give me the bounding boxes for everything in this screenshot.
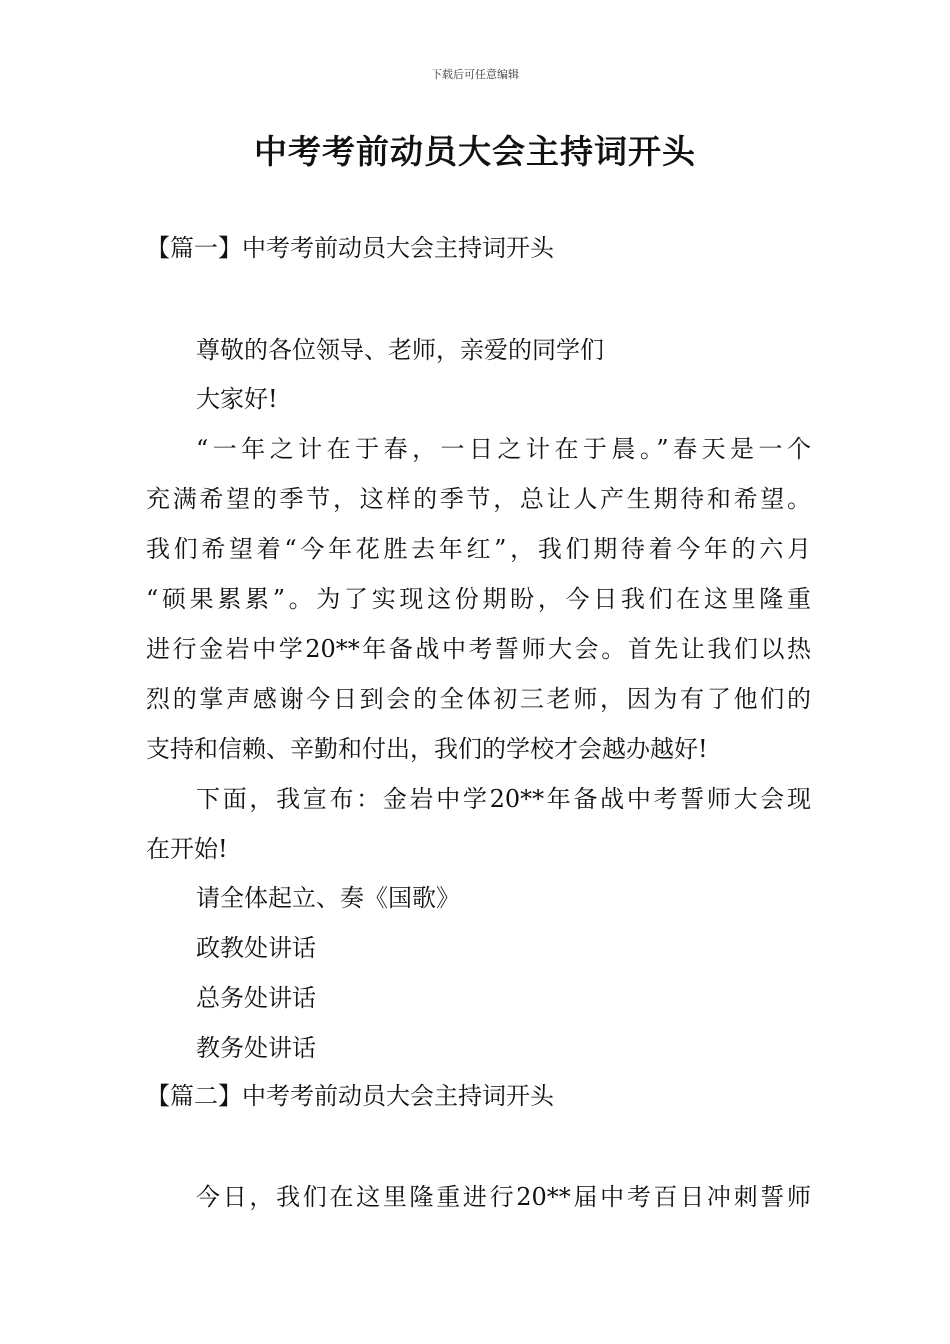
agenda-item: 教务处讲话 [196, 1034, 316, 1062]
paragraph-line: 在开始! [146, 835, 228, 863]
paragraph-line: 烈的掌声感谢今日到会的全体初三老师，因为有了他们的 [146, 685, 811, 713]
section-heading-1: 【篇一】中考考前动员大会主持词开头 [146, 234, 554, 262]
paragraph-line: 支持和信赖、辛勤和付出，我们的学校才会越办越好! [146, 735, 708, 763]
paragraph-line: “硕果累累”。为了实现这份期盼，今日我们在这里隆重 [146, 585, 811, 613]
paragraph-line: 下面，我宣布：金岩中学20**年备战中考誓师大会现 [196, 785, 811, 813]
section-heading-2: 【篇二】中考考前动员大会主持词开头 [146, 1082, 554, 1110]
agenda-item: 总务处讲话 [196, 984, 316, 1012]
paragraph-line: 今日，我们在这里隆重进行20**届中考百日冲刺誓师 [196, 1183, 811, 1211]
paragraph-line: 进行金岩中学20**年备战中考誓师大会。首先让我们以热 [146, 635, 811, 663]
agenda-item: 请全体起立、奏《国歌》 [196, 884, 460, 912]
document-title: 中考考前动员大会主持词开头 [254, 132, 696, 171]
paragraph-line: 我们希望着“今年花胜去年红”，我们期待着今年的六月 [146, 535, 811, 563]
agenda-item: 政教处讲话 [196, 934, 316, 962]
paragraph-line: “一年之计在于春，一日之计在于晨。”春天是一个 [196, 435, 811, 463]
paragraph-line: 充满希望的季节，这样的季节，总让人产生期待和希望。 [146, 485, 811, 513]
header-note: 下载后可任意编辑 [431, 68, 519, 81]
greeting: 大家好! [196, 385, 278, 413]
salutation: 尊敬的各位领导、老师，亲爱的同学们 [196, 336, 604, 364]
